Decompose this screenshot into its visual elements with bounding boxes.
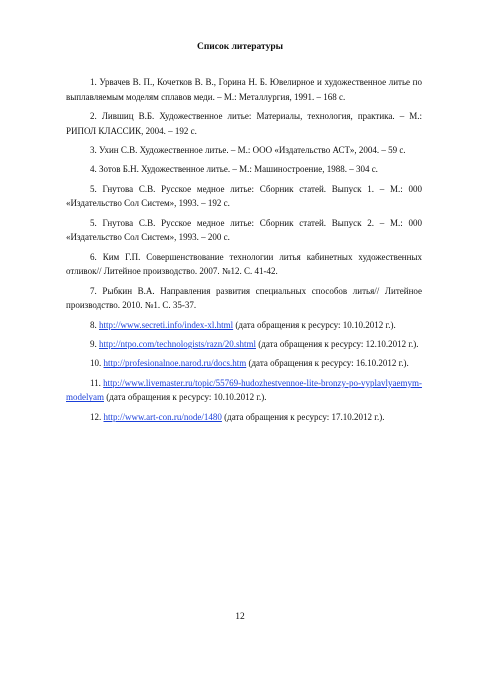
reference-number: 11.: [90, 377, 101, 388]
reference-number: 5.: [90, 183, 97, 194]
page-number: 12: [235, 612, 245, 622]
reference-number: 6.: [90, 251, 97, 262]
reference-text: Ким Г.П. Совершенствование технологии литья кабинетных художественных отливок// Литейное производство. 2007. №12. С. 41-42.: [66, 251, 422, 277]
reference-text: (дата обращения к ресурсу: 12.10.2012 г.).: [256, 339, 419, 350]
reference-item: [66, 356, 422, 371]
reference-item: [66, 109, 422, 138]
reference-text: (дата обращения к ресурсу: 16.10.2012 г.).: [246, 358, 409, 369]
reference-number: 10.: [90, 358, 102, 369]
reference-link[interactable]: http://ntpo.com/technologists/razn/20.shtml: [99, 339, 256, 350]
reference-text: Гнутова С.В. Русское медное литье: Сборник статей. Выпуск 1. – М.: 000 «Издательство Сол Систем», 1993. – 192 с.: [66, 183, 422, 209]
reference-text: Зотов Б.Н. Художественное литье. – М.: Машиностроение, 1988. – 304 с.: [99, 164, 378, 175]
reference-text: (дата обращения к ресурсу: 10.10.2012 г.).: [233, 319, 396, 330]
reference-link[interactable]: http://www.livemaster.ru/topic/55769-hudozhestvennoe-lite-bronzy-po-vyplavlyaemym-modelyam: [66, 377, 423, 403]
reference-number: 3.: [90, 144, 97, 155]
reference-item: [66, 216, 422, 245]
reference-item: [66, 182, 422, 211]
reference-number: 2.: [90, 110, 97, 121]
reference-link[interactable]: http://profesionalnoe.narod.ru/docs.htm: [103, 358, 247, 369]
reference-item: [66, 376, 422, 405]
reference-number: 8.: [90, 319, 97, 330]
reference-list: [66, 75, 422, 429]
reference-text: Гнутова С.В. Русское медное литье: Сборник статей. Выпуск 2. – М.: 000 «Издательство Сол Систем», 1993. – 200 с.: [66, 217, 422, 243]
reference-item: [66, 75, 422, 104]
reference-link[interactable]: http://www.art-con.ru/node/1480: [103, 411, 222, 422]
reference-number: 5.: [90, 217, 97, 228]
reference-item: [66, 337, 422, 352]
reference-item: [66, 318, 422, 333]
reference-text: Ухин С.В. Художественное литье. – М.: ООО «Издательство АСТ», 2004. – 59 с.: [99, 144, 406, 155]
reference-item: [66, 162, 422, 177]
reference-text: (дата обращения к ресурсу: 10.10.2012 г.).: [104, 392, 267, 403]
reference-number: 4.: [90, 164, 97, 175]
reference-item: [66, 143, 422, 158]
reference-text: Рыбкин В.А. Направления развития специальных способов литья// Литейное производство. 2010. №1. С. 35-37.: [66, 285, 422, 311]
reference-number: 7.: [90, 285, 97, 296]
reference-text: Урвачев В. П., Кочетков В. В., Горина Н. Б. Ювелирное и художественное литье по выплавляемым моделям сплавов меди. – М.: Металлургия, 1991. – 168 с.: [66, 77, 422, 102]
reference-number: 9.: [90, 339, 97, 350]
reference-item: [66, 250, 422, 279]
reference-item: [66, 410, 422, 425]
page-title: Список литературы: [196, 42, 284, 52]
reference-number: 1.: [90, 77, 97, 87]
reference-link[interactable]: http://www.secreti.info/index-xl.html: [99, 319, 234, 330]
reference-item: [66, 284, 422, 313]
reference-text: (дата обращения к ресурсу: 17.10.2012 г.).: [221, 411, 385, 422]
reference-number: 12.: [90, 411, 102, 422]
reference-text: Лившиц В.Б. Художественное литье: Материалы, технология, практика. – М.: РИПОЛ КЛАССИК, 2004. – 192 с.: [66, 110, 423, 136]
